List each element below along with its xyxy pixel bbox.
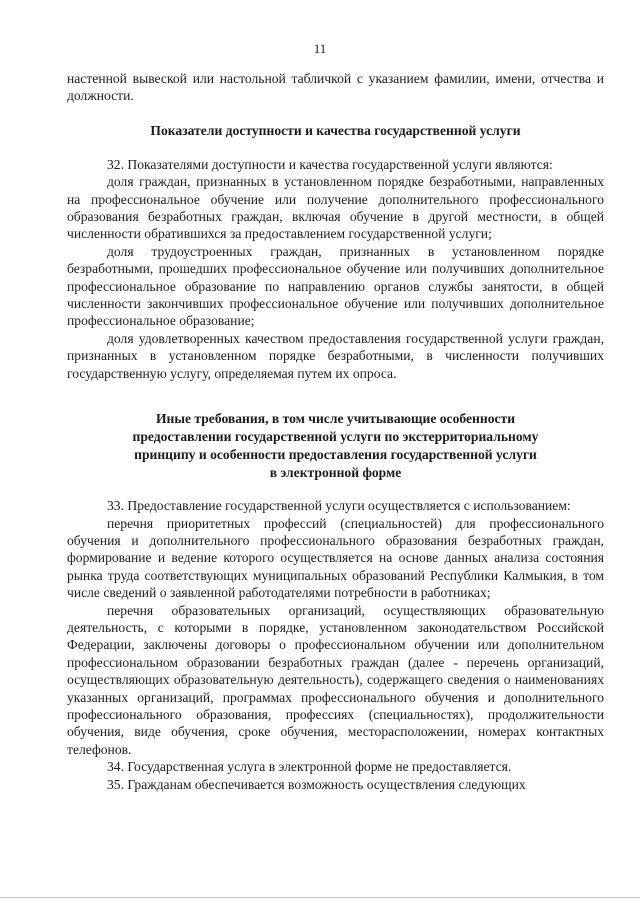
paragraph-32: 32. Показателями доступности и качества государственной услуги являются:	[107, 156, 553, 172]
heading-line: в электронной форме	[269, 465, 402, 481]
heading-line: предоставлении государственной услуги по экстерриториальному	[132, 429, 539, 445]
page-content	[67, 70, 604, 793]
heading-line: Иные требования, в том числе учитывающие особенности	[155, 411, 516, 427]
paragraph-33: 33. Предоставление государственной услуги осуществляется с использованием:	[107, 498, 571, 514]
continuation-paragraph: настенной вывеской или настольной табличкой с указанием фамилии, имени, отчества и должности.	[67, 71, 604, 104]
page-bottom-edge	[0, 897, 640, 898]
paragraph-priority-professions: перечня приоритетных профессий (специальностей) для профессионального обучения и дополнительного профессионального образования безработных граждан, формирование и ведение которого осуществляется на основе данных анализа состояния рынка труда соответствующих муниципальных образований Республики Калмыкия, в том числе сведений о заявленной работодателями потребности в работниках;	[67, 515, 604, 601]
section-heading-other-requirements	[67, 410, 604, 482]
paragraph-educational-organizations: перечня образовательных организаций, осуществляющих образовательную деятельность, с которыми в порядке, установленном законодательством Российской Федерации, заключены договоры о профессиональном обучении или дополнительном профессиональном образовании безработных граждан (далее - перечень организаций, осуществляющих образовательную деятельность), содержащего сведения о наименованиях указанных организаций, программах профессионального обучения и дополнительного профессионального образования, профессиях (специальностях), продолжительности обучения, виде обучения, сроке обучения, месторасположении, номерах контактных телефонов.	[67, 602, 604, 757]
paragraph-34: 34. Государственная услуга в электронной форме не предоставляется.	[107, 759, 512, 775]
section-heading-quality-indicators: Показатели доступности и качества государственной услуги	[150, 122, 521, 138]
paragraph-indicator-3: доля удовлетворенных качеством предоставления государственной услуги граждан, признанных в установленном порядке безработными, в численности получивших государственную услугу, определяемая путем их опроса.	[67, 330, 604, 381]
paragraph-indicator-2: доля трудоустроенных граждан, признанных в установленном порядке безработными, прошедших профессиональное обучение или получивших дополнительное профессиональное образование по направлению органов службы занятости, в общей численности закончивших профессиональное обучение или получивших дополнительное профессиональное образование;	[67, 243, 604, 329]
paragraph-35: 35. Гражданам обеспечивается возможность осуществления следующих	[107, 776, 526, 792]
paragraph-indicator-1: доля граждан, признанных в установленном порядке безработными, направленных на профессиональное обучение или получение дополнительного профессионального образования безработных граждан, включая обучение в другой местности, в общей численности обратившихся за предоставлением государственной услуги;	[67, 174, 604, 242]
heading-line: принципу и особенности предоставления государственной услуги	[134, 447, 537, 463]
page-number: 11	[313, 41, 327, 56]
